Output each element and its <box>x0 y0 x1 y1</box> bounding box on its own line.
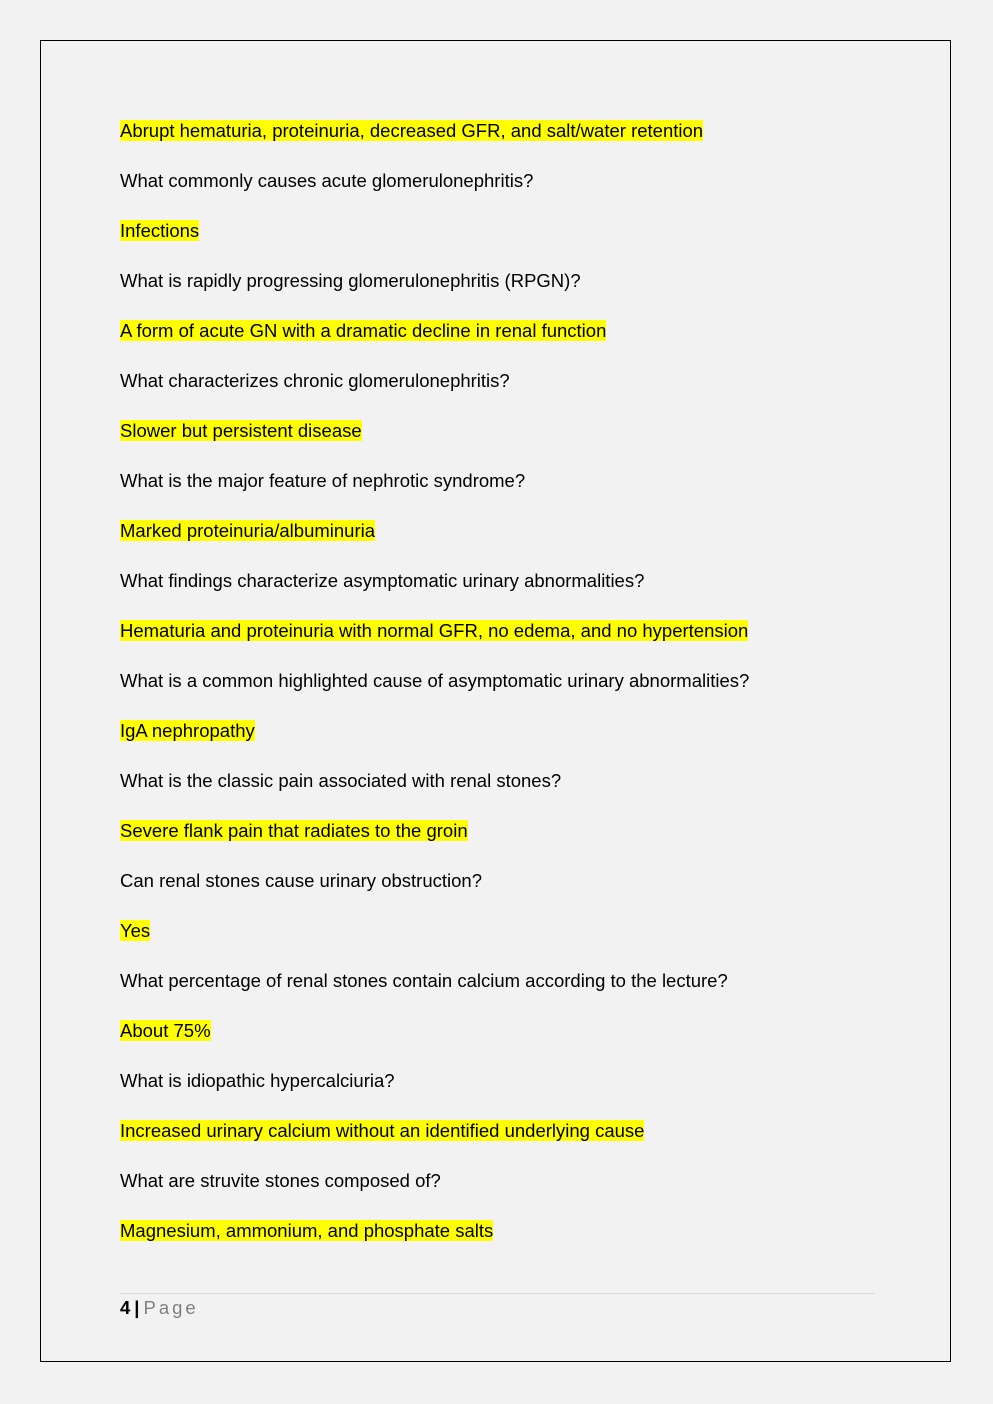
answer-line: Slower but persistent disease <box>120 420 362 441</box>
question-line: What is the major feature of nephrotic syndrome? <box>120 470 526 491</box>
answer-line: Increased urinary calcium without an identified underlying cause <box>120 1120 645 1141</box>
question-line: What is rapidly progressing glomerulonephritis (RPGN)? <box>120 270 581 291</box>
footer-divider <box>120 1293 875 1294</box>
question-line: What is the classic pain associated with renal stones? <box>120 770 562 791</box>
answer-line: Yes <box>120 920 151 941</box>
question-line: What is a common highlighted cause of asymptomatic urinary abnormalities? <box>120 670 750 691</box>
question-line: What percentage of renal stones contain calcium according to the lecture? <box>120 970 728 991</box>
answer-line: A form of acute GN with a dramatic decline in renal function <box>120 320 607 341</box>
answer-line: Severe flank pain that radiates to the groin <box>120 820 468 841</box>
document-body <box>120 118 880 1268</box>
question-line: What commonly causes acute glomerulonephritis? <box>120 170 534 191</box>
page-footer <box>120 1296 199 1320</box>
answer-line: Hematuria and proteinuria with normal GFR, no edema, and no hypertension <box>120 620 749 641</box>
footer-separator: | <box>134 1297 140 1318</box>
answer-line: Magnesium, ammonium, and phosphate salts <box>120 1220 494 1241</box>
answer-line: IgA nephropathy <box>120 720 255 741</box>
question-line: Can renal stones cause urinary obstruction? <box>120 870 482 891</box>
answer-line: Abrupt hematuria, proteinuria, decreased GFR, and salt/water retention <box>120 120 704 141</box>
question-line: What characterizes chronic glomerulonephritis? <box>120 370 510 391</box>
question-line: What are struvite stones composed of? <box>120 1170 441 1191</box>
answer-line: About 75% <box>120 1020 211 1041</box>
page-number: 4 <box>120 1297 131 1318</box>
answer-line: Infections <box>120 220 200 241</box>
question-line: What is idiopathic hypercalciuria? <box>120 1070 395 1091</box>
answer-line: Marked proteinuria/albuminuria <box>120 520 376 541</box>
question-line: What findings characterize asymptomatic urinary abnormalities? <box>120 570 645 591</box>
page-label: Page <box>143 1297 199 1318</box>
